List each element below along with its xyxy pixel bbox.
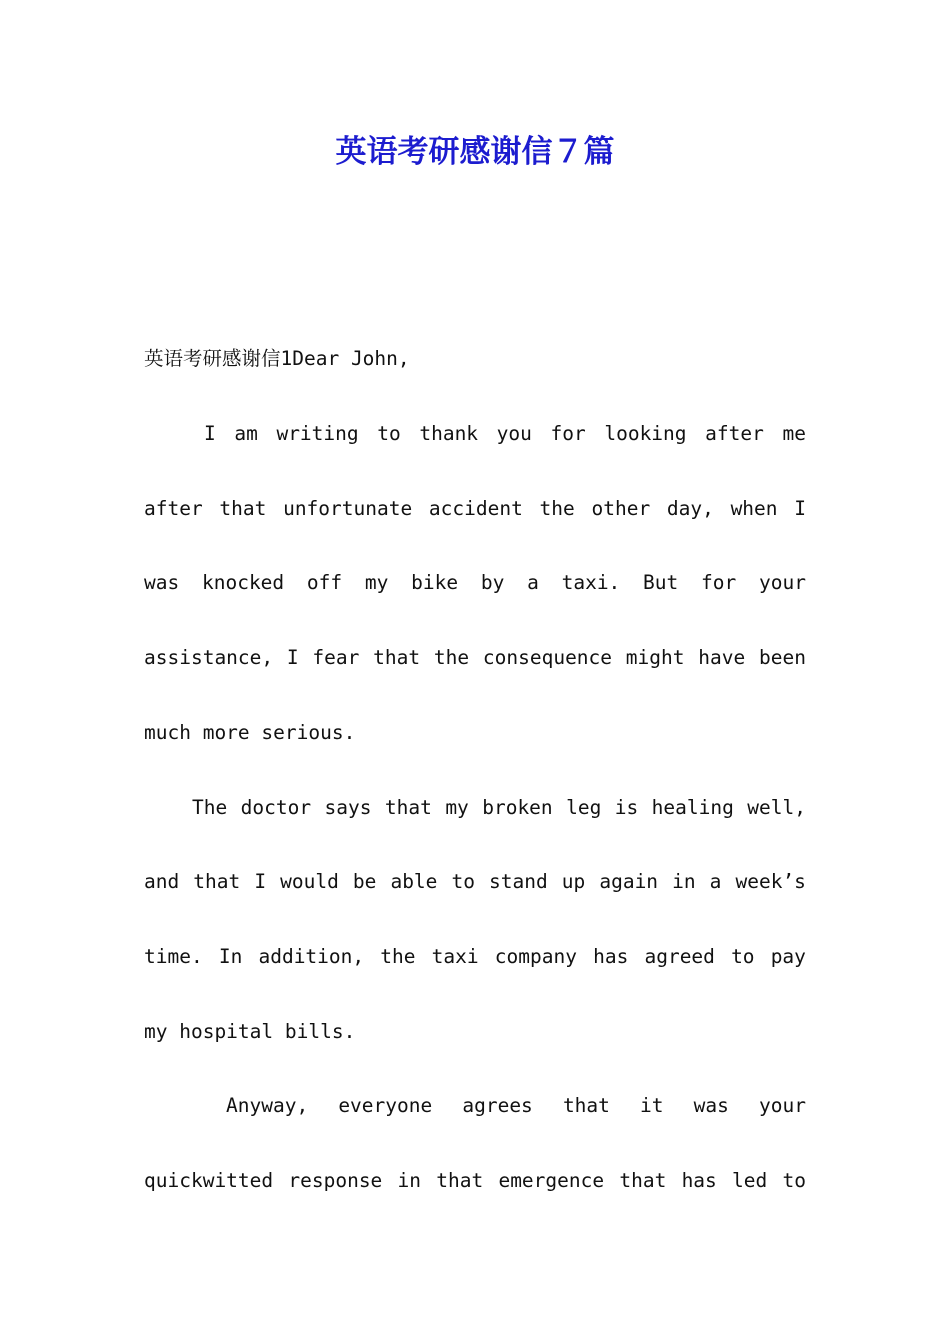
word: was (144, 571, 180, 595)
word: by (480, 571, 505, 595)
word: would (280, 870, 339, 894)
letter-line (204, 419, 806, 449)
word: am (234, 422, 258, 445)
word: been (759, 646, 806, 670)
word: to (377, 422, 401, 445)
document-title: 英语考研感谢信７篇 (335, 134, 615, 170)
word: other (591, 496, 651, 520)
word: that (193, 870, 241, 894)
word: assistance, (144, 646, 274, 670)
word: to (782, 1169, 806, 1192)
word: broken (482, 795, 553, 819)
letter-line: much more serious. (144, 720, 356, 744)
word: is (614, 795, 639, 819)
word: quickwitted (144, 1169, 274, 1192)
word: be (352, 870, 377, 894)
letter-line (226, 1091, 806, 1121)
word: my (445, 795, 469, 819)
word: consequence (482, 646, 613, 670)
word: the (380, 944, 416, 968)
word: day, (666, 496, 714, 520)
word: your (759, 1094, 806, 1118)
word: for (550, 422, 586, 445)
word: week’s (735, 870, 806, 894)
letter-line (144, 643, 806, 673)
word: pay (770, 944, 806, 968)
word: agreed (644, 944, 715, 968)
word: everyone (338, 1094, 433, 1118)
word: In (218, 944, 243, 968)
word: that (619, 1169, 667, 1192)
word: time. (144, 944, 203, 968)
word: up (561, 870, 586, 894)
word: in (672, 870, 696, 894)
word: after (144, 496, 203, 520)
letter-line (144, 867, 806, 897)
word: after (705, 422, 764, 445)
letter-line (144, 942, 806, 972)
word: might (625, 646, 685, 670)
word: writing (276, 422, 359, 445)
word: I (286, 646, 299, 670)
word: again (599, 870, 659, 894)
word: me (782, 422, 806, 445)
word: response (288, 1169, 383, 1192)
word: led (732, 1169, 768, 1192)
letter-line (144, 494, 806, 524)
word: taxi. (561, 571, 621, 595)
word: for (701, 571, 737, 595)
letter-line (144, 568, 806, 598)
word: emergence (498, 1169, 605, 1192)
word: a (709, 870, 722, 894)
word: taxi (431, 944, 479, 968)
word: thank (419, 422, 479, 445)
word: the (433, 646, 470, 670)
word: The (192, 795, 228, 819)
letter-heading-line: 英语考研感谢信1Dear John, (144, 347, 410, 370)
word: to (451, 870, 475, 894)
word: has (681, 1169, 717, 1192)
word: well, (747, 795, 806, 819)
word: accident (428, 496, 523, 520)
word: the (539, 496, 575, 520)
word: says (324, 795, 372, 819)
word: it (640, 1094, 664, 1118)
word: I (794, 496, 806, 520)
word: that (219, 496, 267, 520)
word: doctor (240, 795, 312, 819)
word: have (698, 646, 746, 670)
word: knocked (201, 571, 285, 595)
word: in (397, 1169, 422, 1192)
word: Anyway, (226, 1094, 309, 1118)
word: has (593, 944, 629, 968)
word: that (562, 1094, 610, 1118)
word: able (390, 870, 438, 894)
word: addition, (258, 944, 365, 968)
word: a (527, 571, 539, 595)
letter-line: my hospital bills. (144, 1019, 356, 1043)
word: you (496, 422, 532, 445)
word: was (693, 1094, 729, 1118)
word: that (373, 646, 421, 670)
word: stand (489, 870, 548, 894)
word: looking (604, 422, 687, 445)
word: your (759, 571, 806, 595)
word: when (730, 496, 778, 520)
word: healing (651, 795, 734, 819)
word: fear (312, 646, 360, 670)
word: my (364, 571, 389, 595)
word: off (306, 571, 343, 595)
word: and (144, 870, 180, 894)
word: I (254, 870, 267, 894)
word: company (494, 944, 577, 968)
word: agrees (462, 1094, 533, 1118)
word: bike (411, 571, 459, 595)
word: unfortunate (283, 496, 413, 520)
word: that (436, 1169, 484, 1192)
word: leg (566, 795, 602, 819)
letter-line (144, 1166, 806, 1196)
word: I (204, 422, 216, 445)
word: to (731, 944, 755, 968)
word: that (384, 795, 432, 819)
word: But (643, 571, 679, 595)
letter-line (192, 793, 806, 823)
